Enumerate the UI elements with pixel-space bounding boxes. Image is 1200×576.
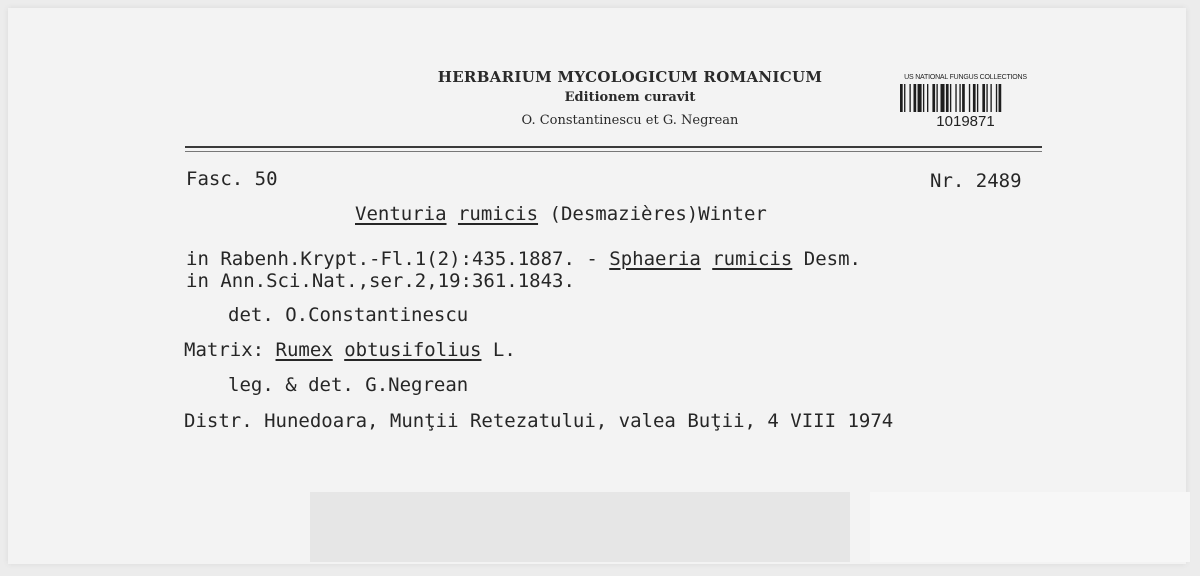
- taxon-authority: (Desmazières)Winter: [549, 203, 767, 225]
- barcode-caption: US NATIONAL FUNGUS COLLECTIONS: [904, 74, 1027, 81]
- host-genus: Rumex: [275, 339, 333, 361]
- citation-line-2: in Ann.Sci.Nat.,ser.2,19:361.1843.: [186, 270, 575, 292]
- host-species: obtusifolius: [344, 339, 482, 361]
- taxon-name: [355, 203, 767, 225]
- matrix-label: Matrix:: [184, 339, 265, 361]
- specimen-number: Nr. 2489: [930, 170, 1022, 192]
- header-divider-thin: [185, 151, 1042, 152]
- synonym-species: rumicis: [712, 248, 793, 270]
- matrix-line: [184, 339, 516, 361]
- synonym-genus: Sphaeria: [609, 248, 701, 270]
- barcode-block: [893, 74, 1038, 130]
- barcode-number: 1019871: [936, 113, 995, 130]
- fascicle-number: Fasc. 50: [186, 168, 278, 190]
- taxon-genus: Venturia: [355, 203, 447, 225]
- header-divider: [185, 146, 1042, 148]
- barcode-icon: [898, 84, 1034, 112]
- herbarium-editors: O. Constantinescu et G. Negrean: [521, 113, 739, 128]
- synonym-author: Desm.: [803, 248, 861, 270]
- herbarium-title: HERBARIUM MYCOLOGICUM ROMANICUM: [437, 68, 823, 86]
- label-header: [380, 68, 880, 128]
- herbarium-subtitle: Editionem curavit: [564, 90, 696, 105]
- taxon-species: rumicis: [457, 203, 539, 225]
- citation-line-1: [186, 248, 861, 270]
- paper-fold-shadow: [310, 492, 850, 562]
- paper-fold-light: [870, 492, 1190, 562]
- collector: leg. & det. G.Negrean: [228, 374, 469, 396]
- locality: Distr. Hunedoara, Munţii Retezatului, valea Buţii, 4 VIII 1974: [184, 410, 894, 432]
- determiner: det. O.Constantinescu: [228, 304, 469, 326]
- host-author: L.: [492, 339, 516, 361]
- citation-text: in Rabenh.Krypt.-Fl.1(2):435.1887. -: [186, 248, 610, 270]
